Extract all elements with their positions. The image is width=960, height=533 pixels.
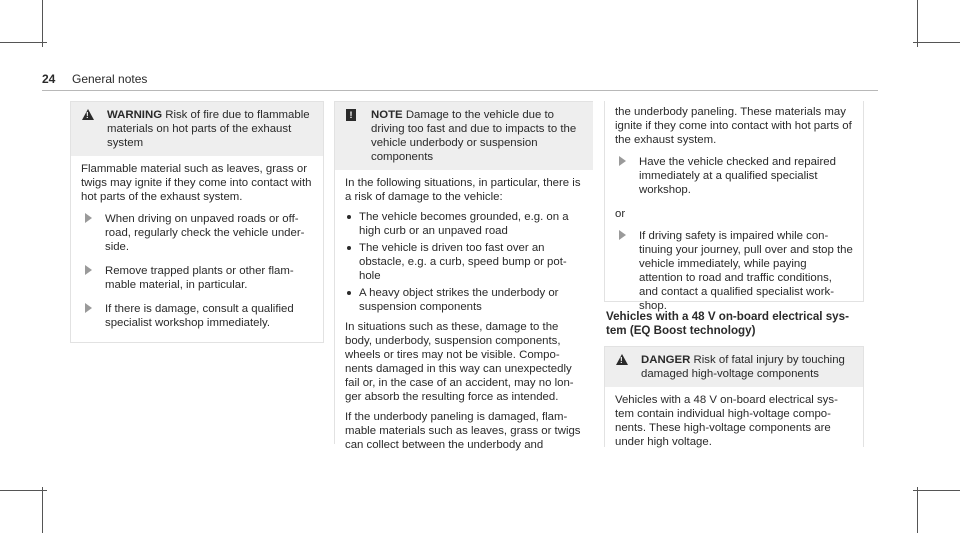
danger-keyword: DANGER [641, 354, 691, 366]
section-heading: Vehicles with a 48 V on-board electrical sys-tem (EQ Boost technology) [606, 310, 849, 337]
danger-title: Risk of fatal injury by touching damaged high-voltage components [641, 354, 845, 380]
instruction-step: Have the vehicle checked and repaired immediately at a qualified specialist workshop. [615, 155, 853, 197]
list-item: The vehicle is driven too fast over an obstacle, e.g. a curb, speed bump or pot-hole [345, 241, 583, 283]
list-item: The vehicle becomes grounded, e.g. on a high curb or an unpaved road [345, 210, 583, 238]
header-rule [42, 90, 878, 91]
step-arrow-icon [85, 303, 92, 313]
crop-mark [913, 490, 960, 491]
note-continued-body [605, 101, 863, 331]
warning-triangle-icon: ! [82, 109, 94, 120]
or-label: or [615, 208, 626, 220]
note-title: Damage to the vehicle due to driving too fast and due to impacts to the vehicle underbody or suspension components [371, 109, 577, 163]
warning-box-header [71, 102, 323, 156]
note-paragraph: If the underbody paneling is damaged, flam-mable materials such as leaves, grass or twigs can collect between the underbody and [345, 411, 581, 451]
step-arrow-icon [85, 213, 92, 223]
note-box-header [335, 102, 593, 170]
note-intro: In the following situations, in particular, there is a risk of damage to the vehicle: [345, 177, 581, 203]
step-arrow-icon [619, 156, 626, 166]
crop-mark [0, 42, 47, 43]
crop-mark [42, 0, 43, 47]
note-keyword: NOTE [371, 109, 403, 121]
note-continued-text: the underbody paneling. These materials may ignite if they come into contact with hot parts of the exhaust system. [615, 106, 852, 146]
crop-mark [0, 490, 47, 491]
danger-triangle-icon: ! [616, 354, 628, 365]
crop-mark [917, 0, 918, 47]
warning-keyword: WARNING [107, 109, 163, 121]
crop-mark [913, 42, 960, 43]
step-arrow-icon [619, 230, 626, 240]
warning-box [70, 101, 324, 343]
note-box [334, 101, 593, 451]
instruction-step: If there is damage, consult a qualified specialist workshop immediately. [81, 302, 313, 330]
step-arrow-icon [85, 265, 92, 275]
page-number: 24 [42, 72, 56, 86]
note-box-continued [604, 101, 864, 312]
danger-box-header [605, 347, 863, 387]
note-exclamation-icon: ! [346, 109, 356, 121]
instruction-step: If driving safety is impaired while con-tinuing your journey, pull over and stop the vehicle immediately, while paying attention to road and traffic conditions, and contact a qualified specialist work-shop. [615, 229, 853, 313]
instruction-step: When driving on unpaved roads or off-road, regularly check the vehicle under-side. [81, 212, 313, 254]
danger-box-body [605, 387, 863, 463]
warning-title: Risk of fire due to flammable materials on hot parts of the exhaust system [107, 109, 310, 149]
danger-box [604, 346, 864, 447]
note-box-body [335, 170, 593, 466]
warning-box-body [71, 156, 323, 342]
running-header: General notes [72, 72, 148, 86]
instruction-step: Remove trapped plants or other flam-mable material, in particular. [81, 264, 313, 292]
list-item: A heavy object strikes the underbody or suspension components [345, 286, 583, 314]
note-paragraph: In situations such as these, damage to the body, underbody, suspension components, wheels or tires may not be visible. Compo-nents damaged in this way can unexpectedly fail or, in the case of an accident, may no lon-ger absorb the resulting force as intended. [345, 321, 574, 403]
danger-body-text: Vehicles with a 48 V on-board electrical sys-tem contain individual high-voltage compo-nents. These high-voltage components are under high voltage. [615, 394, 838, 448]
crop-mark [917, 487, 918, 533]
crop-mark [42, 487, 43, 533]
warning-body-text: Flammable material such as leaves, grass or twigs may ignite if they come into contact with hot parts of the exhaust system. [81, 163, 312, 203]
